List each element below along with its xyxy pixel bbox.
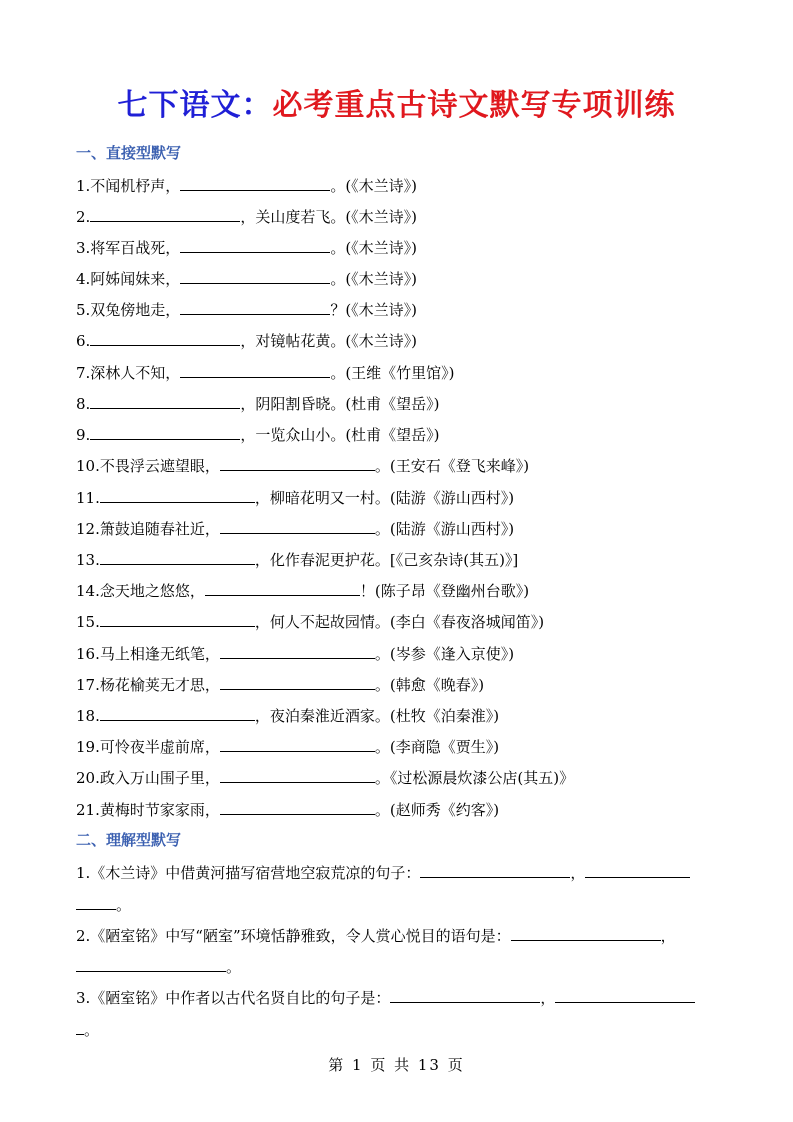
answer-blank[interactable] [180,174,330,191]
item-prefix: 11. [76,489,100,507]
answer-blank[interactable] [180,361,330,378]
item-prefix: 21.黄梅时节家家雨， [76,801,220,819]
item-prefix: 18. [76,707,100,725]
item-4 [76,267,417,290]
item-suffix: ，对镜帖花黄。(《木兰诗》) [240,332,418,350]
question-separator: ， [540,989,556,1007]
question-separator: ， [570,864,586,882]
question-end: 。 [116,896,132,914]
answer-blank[interactable] [76,955,226,972]
item-suffix: 。(韩愈《晚春》) [374,676,485,694]
answer-blank[interactable] [100,610,255,627]
item-suffix: 。(岑参《逢入京使》) [374,645,515,663]
question-2-line-1 [76,924,676,947]
item-19 [76,735,499,758]
item-suffix: 。(《木兰诗》) [330,239,418,257]
answer-blank[interactable] [90,392,240,409]
item-suffix: 。(赵师秀《约客》) [374,801,500,819]
answer-blank[interactable] [100,704,255,721]
question-3-line-2 [76,1018,99,1041]
item-prefix: 7.深林人不知， [76,364,181,382]
item-prefix: 17.杨花榆荚无才思， [76,676,220,694]
answer-blank[interactable] [100,486,255,503]
answer-blank[interactable] [90,329,240,346]
answer-blank[interactable] [390,986,540,1003]
question-text: 3.《陋室铭》中作者以古代名贤自比的句子是： [76,989,391,1007]
answer-blank[interactable] [511,924,661,941]
answer-blank[interactable] [220,673,375,690]
item-14 [76,579,529,602]
question-end: 。 [226,958,242,976]
item-suffix: ，阴阳割昏晓。(杜甫《望岳》) [240,395,440,413]
item-prefix: 12.箫鼓追随春社近， [76,520,220,538]
item-suffix: ，柳暗花明又一村。(陆游《游山西村》) [254,489,515,507]
answer-blank[interactable] [76,1018,84,1035]
item-1 [76,174,417,197]
item-suffix: ，一览众山小。(杜甫《望岳》) [240,426,440,444]
section-heading-comprehension: 二、理解型默写 [76,831,182,849]
item-prefix: 5.双兔傍地走， [76,301,181,319]
item-prefix: 8. [76,395,91,413]
item-17 [76,673,484,696]
answer-blank[interactable] [585,861,690,878]
answer-blank[interactable] [555,986,695,1003]
item-suffix: 。《过松源晨炊漆公店(其五)》 [374,769,575,787]
item-21 [76,798,499,821]
item-prefix: 14.念天地之悠悠， [76,582,205,600]
item-2 [76,205,417,228]
item-prefix: 3.将军百战死， [76,239,181,257]
item-prefix: 19.可怜夜半虚前席， [76,738,220,756]
item-15 [76,610,544,633]
answer-blank[interactable] [76,893,116,910]
item-3 [76,236,417,259]
item-prefix: 16.马上相逢无纸笔， [76,645,220,663]
item-suffix: ，何人不起故园情。(李白《春夜洛城闻笛》) [254,613,545,631]
question-1-line-1 [76,861,690,884]
title-part-blue: 七下语文： [117,88,273,123]
answer-blank[interactable] [220,766,375,783]
item-suffix: ？(《木兰诗》) [330,301,418,319]
item-prefix: 13. [76,551,100,569]
question-3-line-1 [76,986,695,1009]
answer-blank[interactable] [180,267,330,284]
item-18 [76,704,499,727]
answer-blank[interactable] [90,423,240,440]
item-prefix: 2. [76,208,91,226]
answer-blank[interactable] [220,735,375,752]
page-title [0,84,793,128]
item-7 [76,361,455,384]
item-prefix: 10.不畏浮云遮望眼， [76,457,220,475]
item-prefix: 15. [76,613,100,631]
item-9 [76,423,440,446]
item-13 [76,548,518,571]
item-suffix: 。(王维《竹里馆》) [330,364,455,382]
answer-blank[interactable] [220,642,375,659]
item-prefix: 20.政入万山围子里， [76,769,220,787]
item-suffix: 。(陆游《游山西村》) [374,520,515,538]
item-5 [76,298,417,321]
answer-blank[interactable] [100,548,255,565]
item-suffix: 。(李商隐《贾生》) [374,738,500,756]
item-prefix: 4.阿姊闻妹来， [76,270,181,288]
item-prefix: 9. [76,426,91,444]
item-16 [76,642,514,665]
item-prefix: 6. [76,332,91,350]
answer-blank[interactable] [220,454,375,471]
item-suffix: ，夜泊秦淮近酒家。(杜牧《泊秦淮》) [254,707,500,725]
question-text: 1.《木兰诗》中借黄河描写宿营地空寂荒凉的句子： [76,864,421,882]
item-suffix: 。(《木兰诗》) [330,177,418,195]
answer-blank[interactable] [220,517,375,534]
item-6 [76,329,417,352]
item-10 [76,454,529,477]
question-2-line-2 [76,955,241,978]
answer-blank[interactable] [180,298,330,315]
item-prefix: 1.不闻机杼声， [76,177,181,195]
question-1-line-2 [76,893,131,916]
title-part-red: 必考重点古诗文默写专项训练 [272,88,676,123]
item-11 [76,486,514,509]
item-suffix: ，关山度若飞。(《木兰诗》) [240,208,418,226]
item-suffix: 。(《木兰诗》) [330,270,418,288]
item-20 [76,766,574,789]
answer-blank[interactable] [420,861,570,878]
answer-blank[interactable] [205,579,360,596]
question-text: 2.《陋室铭》中写“陋室”环境恬静雅致，令人赏心悦目的语句是： [76,927,511,945]
item-suffix: 。(王安石《登飞来峰》) [374,457,530,475]
answer-blank[interactable] [180,236,330,253]
item-suffix: ！(陈子昂《登幽州台歌》) [359,582,530,600]
section-heading-direct: 一、直接型默写 [76,144,182,162]
question-end: 。 [84,1021,100,1039]
item-8 [76,392,440,415]
answer-blank[interactable] [90,205,240,222]
answer-blank[interactable] [220,798,375,815]
item-suffix: ，化作春泥更护花。[《己亥杂诗(其五)》] [254,551,519,569]
question-separator: ， [660,927,676,945]
item-12 [76,517,514,540]
page-number-footer: 第 1 页 共 13 页 [328,1056,465,1074]
